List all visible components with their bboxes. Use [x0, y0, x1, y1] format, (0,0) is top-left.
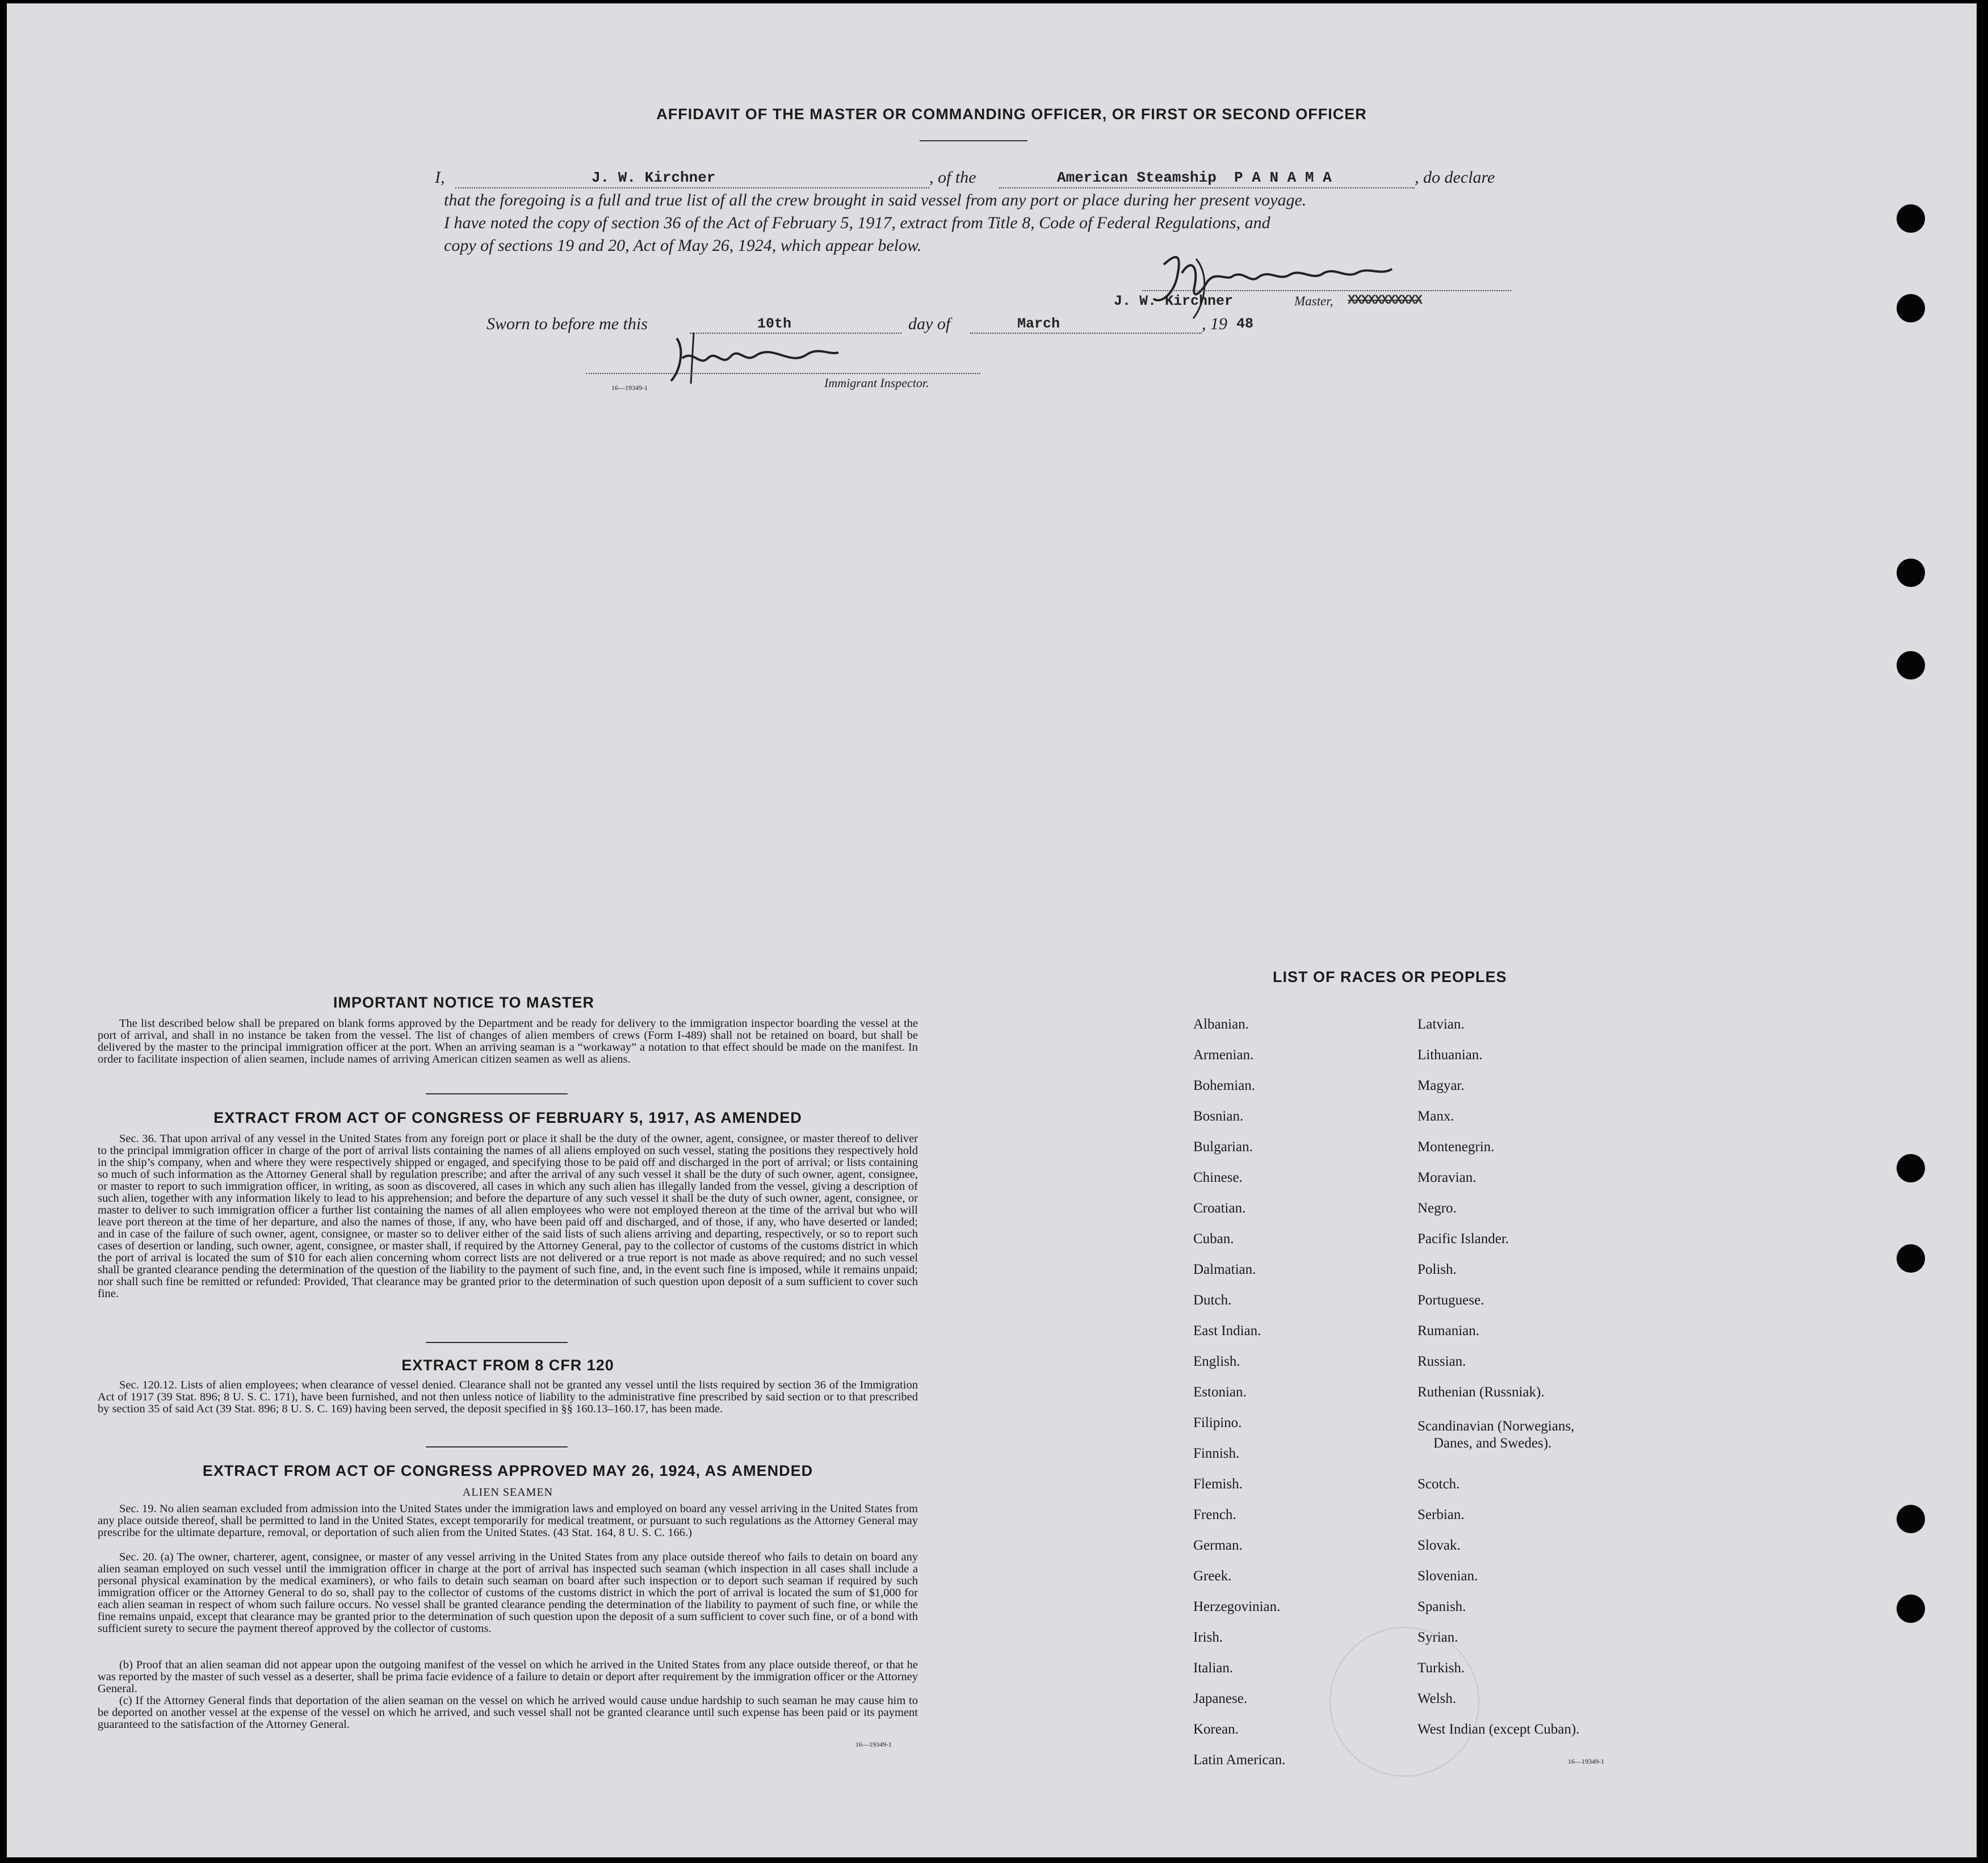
- inspector-signature-line: [586, 372, 980, 374]
- do-declare-label: , do declare: [1415, 168, 1495, 187]
- race-item: Armenian.: [1193, 1047, 1254, 1063]
- race-item: Dutch.: [1193, 1293, 1232, 1308]
- race-item: Serbian.: [1417, 1507, 1465, 1522]
- notice-heading: IMPORTANT NOTICE TO MASTER: [333, 994, 594, 1011]
- race-item: English.: [1193, 1354, 1240, 1369]
- affidavit-heading: AFFIDAVIT OF THE MASTER OR COMMANDING OFFICER, OR FIRST OR SECOND OFFICER: [656, 106, 1367, 123]
- race-item: Korean.: [1193, 1722, 1239, 1737]
- race-item: Italian.: [1193, 1660, 1234, 1676]
- race-item: Spanish.: [1417, 1599, 1466, 1614]
- race-item: Cuban.: [1193, 1231, 1234, 1247]
- divider: [426, 1446, 568, 1447]
- divider: [426, 1342, 568, 1343]
- day-of-label: day of: [908, 314, 951, 333]
- race-item: East Indian.: [1193, 1323, 1261, 1338]
- race-item: Albanian.: [1193, 1017, 1249, 1032]
- race-item: Montenegrin.: [1417, 1139, 1495, 1155]
- punch-hole: [1897, 651, 1925, 679]
- master-signature-line: [1142, 290, 1511, 291]
- race-item: Pacific Islander.: [1417, 1231, 1509, 1247]
- sworn-day[interactable]: 10th: [757, 316, 792, 332]
- extract-1924-sec20a: Sec. 20. (a) The owner, charterer, agent, consignee, or master of any vessel arriving in the United States from any place outside thereof who fails to detain on board any alien seaman employed on such vessel until the immigration officer in charge at the port of arrival has inspected such seaman (which inspection in all cases shall include a personal physical examination by the medical examiners), or who fails to detain such seaman on board after such inspection or to deport such seaman if required by such immigration officer or the Attorney General to do so, shall pay to the collector of customs of the customs district in which the port of arrival is located the sum of $1,000 for each alien seaman in respect of whom such failure occurs. No vessel shall be granted clearance pending the determination of the liability to payment of such fine, or while the fine remains unpaid, except that clearance may be granted prior to the determination of such question upon the deposit of a sum sufficient to cover such fine, or of a bond with sufficient surety to secure the payment thereof approved by the collector of customs.: [98, 1551, 918, 1635]
- race-item: Croatian.: [1193, 1201, 1246, 1216]
- inspector-signature: [660, 327, 841, 389]
- race-item: Latin American.: [1193, 1752, 1286, 1768]
- sworn-month-line: [970, 333, 1202, 334]
- race-item: Flemish.: [1193, 1476, 1243, 1492]
- punch-hole: [1897, 1595, 1925, 1623]
- race-item: Russian.: [1417, 1354, 1466, 1369]
- race-item: Portuguese.: [1417, 1293, 1484, 1308]
- extract-cfr-heading: EXTRACT FROM 8 CFR 120: [401, 1357, 614, 1374]
- faint-stamp: [1329, 1627, 1479, 1777]
- declarant-name[interactable]: J. W. Kirchner: [592, 169, 716, 186]
- inspector-label: Immigrant Inspector.: [824, 376, 929, 390]
- race-item: Japanese.: [1193, 1691, 1248, 1706]
- punch-hole: [1897, 1154, 1925, 1182]
- extract-1917-text: Sec. 36. That upon arrival of any vessel in the United States from any foreign port or place it shall be the duty of the owner, agent, consignee, or master thereof to deliver to the principal immigration officer in charge of the port of arrival lists containing the names of all aliens employed on such vessel, stating the positions they respectively hold in the ship’s company, when and where they were respectively shipped or engaged, and specifying those to be paid off and discharged in the port of arrival; or lists containing so much of such information as the Attorney General shall by regulation prescribe; and after the arrival of any such vessel it shall be the duty of such owner, agent, consignee, or master to report to such immigration officer, in writing, as soon as discovered, all cases in which any such alien has illegally landed from the vessel, giving a description of such alien, together with any information likely to lead to his apprehension; and before the departure of any such vessel it shall be the duty of such owner, agent, consignee, or master to deliver to such immigration officer a further list containing the names of all alien employees who were not employed thereon at the time of the arrival but who will leave port thereon at the time of her departure, and also the names of those, if any, who have been paid off and discharged, and of those, if any, who have deserted or landed; and in case of the failure of such owner, agent, consignee, or master so to deliver either of the said lists of such aliens arriving and departing, respectively, or so to report such cases of desertion or landing, such owner, agent, consignee, or master shall, if required by the Attorney General, pay to the collector of customs of the customs district in which the port of arrival is located the sum of $10 for each alien concerning whom correct lists are not delivered or a true report is not made as above required; and no such vessel shall be granted clearance pending the determination of the question of the liability to the payment of such fine, and, in the event such fine is imposed, while it remains unpaid; nor shall such fine be remitted or refunded: Provided, That clearance may be granted prior to the determination of such question upon deposit of a sum sufficient to cover such fine.: [98, 1132, 918, 1300]
- i-label: I,: [435, 168, 445, 187]
- race-item: Danes, and Swedes).: [1433, 1436, 1552, 1451]
- heading-underline: [920, 140, 1027, 141]
- extract-form-number: 16—19349-1: [855, 1740, 892, 1748]
- race-item: Filipino.: [1193, 1415, 1242, 1430]
- race-item: Chinese.: [1193, 1170, 1243, 1185]
- of-the-label: , of the: [929, 168, 976, 187]
- race-item: Dalmatian.: [1193, 1262, 1256, 1277]
- race-item: Turkish.: [1417, 1660, 1465, 1676]
- race-item: Herzegovinian.: [1193, 1599, 1281, 1614]
- punch-hole: [1897, 204, 1925, 233]
- punch-hole: [1897, 294, 1925, 322]
- extract-cfr-text: Sec. 120.12. Lists of alien employees; when clearance of vessel denied. Clearance shall not be granted any vessel until the lists required by section 36 of the Immigration Act of 1917 (39 Stat. 896; 8 U. S. C. 171), have been furnished, and not then unless notice of liability to the administrative fine prescribed by said section or to that prescribed by section 35 of said Act (39 Stat. 896; 8 U. S. C. 169) having been served, the deposit specified in §§ 160.13–160.17, has been made.: [98, 1379, 918, 1415]
- document-page: [7, 3, 1977, 1857]
- race-item: Irish.: [1193, 1630, 1223, 1645]
- year-prefix: , 19: [1202, 314, 1227, 333]
- typed-signer-name: J. W. Kirchner: [1114, 293, 1234, 309]
- race-item: Bohemian.: [1193, 1078, 1256, 1093]
- extract-1924-sec20b: (b) Proof that an alien seaman did not appear upon the outgoing manifest of the vessel on which he arrived in the United States from any place outside thereof, or that he was reported by the master of such vessel as a deserter, shall be prima facie evidence of a failure to detain or deport after requirement by the immigration officer or the Attorney General.: [98, 1659, 918, 1695]
- races-heading: LIST OF RACES OR PEOPLES: [1273, 968, 1507, 985]
- punch-hole: [1897, 559, 1925, 587]
- race-item: Estonian.: [1193, 1384, 1247, 1400]
- affidavit-form-number: 16—19349-1: [611, 384, 648, 392]
- race-item: West Indian (except Cuban).: [1417, 1722, 1580, 1737]
- race-item: Ruthenian (Russniak).: [1417, 1384, 1545, 1400]
- race-item: Syrian.: [1417, 1630, 1458, 1645]
- race-item: Finnish.: [1193, 1446, 1240, 1461]
- master-signature: [1142, 242, 1420, 327]
- sworn-month[interactable]: March: [1017, 316, 1060, 332]
- affidavit-line-3: I have noted the copy of section 36 of the Act of February 5, 1917, extract from Title 8, Code of Federal Regulations, and: [444, 213, 1270, 232]
- race-item: Bosnian.: [1193, 1109, 1244, 1124]
- race-item: Bulgarian.: [1193, 1139, 1253, 1155]
- divider: [426, 1093, 568, 1094]
- sworn-label: Sworn to before me this: [486, 314, 648, 333]
- notice-text: The list described below shall be prepared on blank forms approved by the Department and be ready for delivery to the immigration inspector boarding the vessel at the port of arrival, and shall in no instance be taken from the vessel. The list of changes of alien members of crews (Form I-489) shall not be retained on board, but shall be delivered by the master to the principal immigration officer at the port. When an arriving seaman is a “workaway” a notation to that effect should be made on the manifest. In order to facilitate inspection of alien seamen, include names of arriving American citizen seamen as well as aliens.: [98, 1017, 918, 1065]
- race-item: Rumanian.: [1417, 1323, 1480, 1338]
- punch-hole: [1897, 1505, 1925, 1533]
- race-item: Scotch.: [1417, 1476, 1460, 1492]
- affidavit-line-4: copy of sections 19 and 20, Act of May 26, 1924, which appear below.: [444, 236, 922, 255]
- races-form-number: 16—19349-1: [1568, 1757, 1604, 1765]
- master-label: Master,: [1294, 294, 1333, 308]
- race-item: Polish.: [1417, 1262, 1457, 1277]
- punch-hole: [1897, 1244, 1925, 1273]
- extract-1924-subheading: ALIEN SEAMEN: [462, 1486, 553, 1499]
- struck-title: XXXXXXXXXXX: [1348, 293, 1421, 308]
- extract-1924-heading: EXTRACT FROM ACT OF CONGRESS APPROVED MAY 26, 1924, AS AMENDED: [202, 1462, 813, 1479]
- extract-1924-sec19: Sec. 19. No alien seaman excluded from admission into the United States under the immigration laws and employed on board any vessel arriving in the United States from any place outside thereof, shall be permitted to land in the United States, except temporarily for medical treatment, or pursuant to such regulations as the Attorney General may prescribe for the ultimate departure, removal, or deportation of such alien from the United States. (43 Stat. 164, 8 U. S. C. 166.): [98, 1503, 918, 1539]
- year-suffix[interactable]: 48: [1236, 316, 1254, 332]
- declarant-name-line: [455, 187, 929, 188]
- race-item: Lithuanian.: [1417, 1047, 1483, 1063]
- race-item: Magyar.: [1417, 1078, 1465, 1093]
- extract-1917-heading: EXTRACT FROM ACT OF CONGRESS OF FEBRUARY 5, 1917, AS AMENDED: [213, 1109, 802, 1126]
- race-item: Slovenian.: [1417, 1568, 1478, 1584]
- extract-1924-sec20c: (c) If the Attorney General finds that deportation of the alien seaman on the vessel on which he arrived would cause undue hardship to such seaman he may cause him to be deported on another vessel at the expense of the vessel on which he arrived, and such vessel shall not be granted clearance until such expense has been paid or its payment guaranteed to the satisfaction of the Attorney General.: [98, 1694, 918, 1731]
- race-item: Manx.: [1417, 1109, 1454, 1124]
- vessel-name-line: [999, 187, 1415, 188]
- affidavit-line-2: that the foregoing is a full and true list of all the crew brought in said vessel from any port or place during her present voyage.: [444, 191, 1307, 209]
- race-item: Scandinavian (Norwegians,: [1417, 1419, 1575, 1434]
- race-item: French.: [1193, 1507, 1236, 1522]
- race-item: Slovak.: [1417, 1538, 1461, 1553]
- race-item: Greek.: [1193, 1568, 1232, 1584]
- race-item: German.: [1193, 1538, 1243, 1553]
- race-item: Moravian.: [1417, 1170, 1477, 1185]
- race-item: Welsh.: [1417, 1691, 1457, 1706]
- race-item: Negro.: [1417, 1201, 1457, 1216]
- race-item: Latvian.: [1417, 1017, 1465, 1032]
- vessel-name[interactable]: American Steamship P A N A M A: [1057, 169, 1332, 186]
